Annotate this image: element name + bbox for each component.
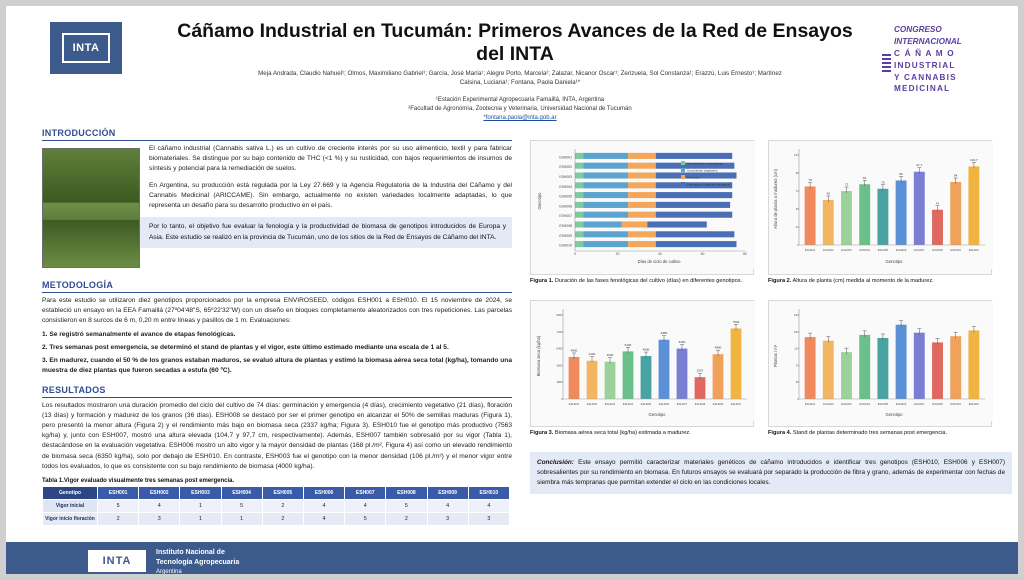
svg-text:ESH009: ESH009 bbox=[712, 401, 724, 406]
svg-text:Días de ciclo de cultivo: Días de ciclo de cultivo bbox=[637, 259, 681, 264]
svg-text:ESH004: ESH004 bbox=[859, 248, 870, 252]
svg-text:ESH003: ESH003 bbox=[841, 401, 852, 406]
table-cell: 2 bbox=[386, 513, 427, 526]
svg-text:47: 47 bbox=[935, 201, 940, 206]
svg-text:ESH005: ESH005 bbox=[877, 248, 889, 252]
svg-text:ESH007: ESH007 bbox=[914, 401, 925, 406]
intro-paragraph-2: En Argentina, su producción está regulada por la Ley 27.669 y la Agencia Regulatoria de la Industria del Cáñamo y del Cannabis Medicinal (ARICCAME). Sin embargo, actualmente no existen variedades localmente adaptadas, lo que representa un desafío para su desarrollo productivo en el país. bbox=[149, 181, 512, 210]
contact-email[interactable]: *fontana.paola@inta.gob.ar bbox=[483, 115, 557, 121]
table-cell: 3 bbox=[427, 513, 468, 526]
svg-text:3600: 3600 bbox=[556, 363, 563, 368]
table-row bbox=[43, 500, 510, 513]
svg-text:0: 0 bbox=[797, 243, 799, 247]
footer-inta-logo: INTA bbox=[88, 550, 146, 572]
inta-logo bbox=[50, 22, 122, 74]
figure-3-label: Figura 3. bbox=[530, 429, 554, 436]
affiliation-2: ²Facultad de Agronomía, Zootecnia y Veterinaria, Universidad Nacional de Tucumán bbox=[408, 106, 632, 112]
table-body bbox=[43, 500, 510, 526]
svg-text:0: 0 bbox=[561, 396, 563, 401]
method-item-3: 3. En madurez, cuando el 50 % de los granos estaban maduros, se evaluó altura de plantas y estimó la biomasa aérea seca total (kg/ha), tomando una muestra de diez plantas que fueron secadas a estufa (60 ºC). bbox=[42, 357, 512, 375]
svg-text:84: 84 bbox=[954, 173, 958, 178]
figure-4-label: Figura 4. bbox=[768, 429, 792, 436]
svg-text:60: 60 bbox=[826, 191, 830, 196]
figure-1-svg bbox=[531, 141, 755, 269]
figure-4-caption bbox=[768, 430, 992, 438]
svg-text:ESH009: ESH009 bbox=[950, 248, 961, 252]
figure-2-container bbox=[768, 140, 992, 286]
svg-text:Genotipo: Genotipo bbox=[648, 411, 666, 417]
svg-text:0: 0 bbox=[797, 396, 799, 401]
svg-text:7563: 7563 bbox=[732, 319, 740, 324]
poster-header bbox=[0, 0, 1024, 121]
figure-3-text: Biomasa aérea seca total (kg/ha) estimada a madurez. bbox=[553, 429, 691, 436]
results-paragraph: Los resultados mostraron una duración promedio del ciclo del cultivo de 74 días: germinación y emergencia (4 días), crecimiento vegetativo (21 días), floración (13 días) y formación y madurez de los granos (36 días). ESH008 se destacó por ser el primer genotipo en alcanzar el 50% de semillas maduras (Figura 1), pero presentó la menor altura (Figura 2) y el rendimiento más bajo en biomasa seca (2337 kg/ha; Figura 3). ESH010 fue el genotipo más productivo (7563 kg/ha) y, junto con ESH007, mostró una altura elevada (104,7 y 97,7 cm, respectivamente). Además, ESH007 también sobresalió por su vigor (Tabla 1), destacándose en la evaluación vegetativa. ESH006 mostró un alto vigor y la mayor densidad de plantas (168 pl./m², Figura 4) así como un elevado rendimiento de biomasa seca (6350 kg/ha), solo por debajo de ESH010. En contraste, ESH003 fue el genotipo con la menor densidad (106 pl./m²) y el menor vigor entre todos los evaluados, lo que es consistente con su bajo rendimiento de biomasa (4000 kg/ha). bbox=[42, 401, 512, 470]
table-row-header: Vigor inicio floración bbox=[43, 513, 98, 526]
svg-text:ESH007: ESH007 bbox=[559, 214, 572, 219]
svg-text:ESH001: ESH001 bbox=[804, 248, 816, 252]
svg-text:60: 60 bbox=[700, 252, 705, 256]
svg-text:Genotipo: Genotipo bbox=[885, 259, 903, 264]
svg-text:152: 152 bbox=[793, 329, 799, 334]
svg-text:72: 72 bbox=[795, 189, 799, 193]
conclusion-text: Este ensayo permitió caracterizar materiales genéticos de cáñamo introducidos e identificar tres genotipos (ESH010, ESH006 y ESH007) sobresalientes por su rendimiento en biomasa. En futuros ensayos se evaluará por separado la producción de fibra y grano, además de experimentar con fechas de siembra más tempranas que permitan extender el ciclo en las condiciones locales. bbox=[537, 459, 1005, 486]
table-col-header: ESH010 bbox=[468, 487, 509, 500]
figure-1-text: Duración de las fases fenológicas del cultivo (días) en diferentes genotipos. bbox=[553, 278, 743, 284]
svg-text:ESH001: ESH001 bbox=[568, 401, 580, 406]
table-cell: 4 bbox=[468, 500, 509, 513]
svg-text:ESH005: ESH005 bbox=[640, 401, 652, 406]
table-cell: 4 bbox=[139, 500, 180, 513]
section-heading-methodology: METODOLOGÍA bbox=[42, 280, 512, 293]
svg-text:ESH008: ESH008 bbox=[694, 401, 706, 406]
table-col-header: ESH007 bbox=[345, 487, 386, 500]
svg-text:6350: 6350 bbox=[660, 331, 668, 336]
svg-text:9000: 9000 bbox=[556, 312, 563, 317]
svg-text:ESH005: ESH005 bbox=[877, 401, 889, 406]
conclusion-box bbox=[530, 452, 1012, 494]
affiliations bbox=[250, 96, 790, 123]
svg-text:ESH009: ESH009 bbox=[559, 233, 572, 238]
svg-text:104.7: 104.7 bbox=[970, 157, 978, 162]
table-cell: 1 bbox=[180, 513, 221, 526]
svg-text:ESH002: ESH002 bbox=[559, 165, 572, 170]
svg-text:78: 78 bbox=[808, 178, 812, 182]
figure-3-container bbox=[530, 300, 754, 438]
svg-text:ESH010: ESH010 bbox=[730, 401, 742, 406]
svg-text:ESH006: ESH006 bbox=[895, 401, 907, 406]
figure-3-caption bbox=[530, 430, 754, 438]
figure-2-plot bbox=[768, 140, 992, 275]
table-col-header: ESH009 bbox=[427, 487, 468, 500]
figure-4-svg bbox=[769, 301, 993, 421]
table-cell: 5 bbox=[386, 500, 427, 513]
figure-2-svg bbox=[769, 141, 993, 269]
methodology-block bbox=[42, 296, 512, 377]
svg-text:ESH010: ESH010 bbox=[559, 243, 572, 248]
hemp-field-photo bbox=[42, 148, 140, 268]
section-heading-introduction: INTRODUCCIÓN bbox=[42, 128, 512, 141]
footer-line-1: Instituto Nacional de bbox=[156, 549, 225, 556]
table-row-header: Vigor inicial bbox=[43, 500, 98, 513]
svg-text:ESH006: ESH006 bbox=[895, 248, 907, 252]
svg-text:114: 114 bbox=[794, 346, 799, 351]
svg-text:4100: 4100 bbox=[588, 352, 596, 357]
footer-line-2: Tecnología Agropecuaria bbox=[156, 559, 240, 567]
svg-text:ESH010: ESH010 bbox=[968, 248, 980, 252]
svg-text:ESH007: ESH007 bbox=[676, 401, 688, 406]
svg-text:48: 48 bbox=[795, 207, 799, 211]
table-cell: 4 bbox=[345, 500, 386, 513]
table-col-header: ESH005 bbox=[262, 487, 303, 500]
section-heading-results: RESULTADOS bbox=[42, 385, 512, 398]
svg-text:38: 38 bbox=[795, 380, 799, 385]
congress-line-4: INDUSTRIAL bbox=[894, 60, 956, 70]
congress-line-5: Y CANNABIS bbox=[894, 72, 957, 82]
svg-text:5100: 5100 bbox=[624, 342, 632, 347]
svg-text:Germinación y emergencia: Germinación y emergencia bbox=[687, 161, 723, 166]
figure-2-label: Figura 2. bbox=[768, 278, 792, 284]
svg-text:ESH001: ESH001 bbox=[559, 155, 572, 160]
svg-text:4500: 4500 bbox=[570, 348, 578, 353]
svg-text:4600: 4600 bbox=[642, 347, 650, 352]
figure-1-caption bbox=[530, 278, 754, 286]
svg-text:4000: 4000 bbox=[606, 352, 614, 357]
affiliation-1: ¹Estación Experimental Agropecuaria Famaillá, INTA, Argentina bbox=[435, 97, 605, 103]
table-col-header: ESH001 bbox=[98, 487, 139, 500]
table-cell: 5 bbox=[345, 513, 386, 526]
svg-text:ESH009: ESH009 bbox=[950, 401, 961, 406]
svg-text:Genotipo: Genotipo bbox=[537, 192, 542, 210]
table-header-row bbox=[43, 487, 510, 500]
figure-3-plot bbox=[530, 300, 754, 427]
table-col-header: ESH008 bbox=[386, 487, 427, 500]
figure-1-plot bbox=[530, 140, 754, 275]
svg-text:ESH002: ESH002 bbox=[823, 248, 834, 252]
svg-text:120: 120 bbox=[793, 153, 799, 157]
svg-text:76: 76 bbox=[795, 363, 799, 368]
svg-text:ESH003: ESH003 bbox=[841, 248, 852, 252]
congress-line-3: C Á Ñ A M O bbox=[894, 48, 955, 58]
svg-text:190: 190 bbox=[793, 312, 799, 317]
table-col-header: Genotipo bbox=[43, 487, 98, 500]
svg-text:ESH007: ESH007 bbox=[914, 248, 925, 252]
table-cell: 5 bbox=[98, 500, 139, 513]
svg-text:1800: 1800 bbox=[556, 380, 563, 385]
footer-line-3: Argentina bbox=[156, 569, 182, 576]
congress-logo bbox=[894, 24, 1006, 95]
svg-text:ESH001: ESH001 bbox=[804, 401, 816, 406]
svg-text:72: 72 bbox=[844, 182, 849, 187]
svg-text:7200: 7200 bbox=[556, 329, 563, 334]
table-col-header: ESH006 bbox=[303, 487, 344, 500]
svg-text:ESH005: ESH005 bbox=[559, 194, 572, 199]
right-column bbox=[530, 140, 1000, 438]
svg-text:75: 75 bbox=[881, 180, 885, 185]
figure-3-svg bbox=[531, 301, 755, 421]
svg-text:Crecimiento vegetativo: Crecimiento vegetativo bbox=[687, 168, 718, 173]
method-item-2: 2. Tres semanas post emergencia, se determinó el stand de plantas y el vigor, este último estimado mediante una escala de 1 al 5. bbox=[42, 343, 449, 351]
svg-text:Plantas / m²: Plantas / m² bbox=[773, 344, 778, 367]
footer-text bbox=[156, 548, 239, 577]
method-item-1: 1. Se registró semanalmente el avance de etapas fenológicas. bbox=[42, 330, 236, 338]
inta-logo-text: INTA bbox=[62, 33, 110, 63]
figure-1-label: Figura 1. bbox=[530, 278, 554, 284]
table-cell: 4 bbox=[303, 500, 344, 513]
table-col-header: ESH002 bbox=[139, 487, 180, 500]
svg-text:Genotipo: Genotipo bbox=[885, 411, 903, 417]
figure-2-text: Altura de planta (cm) medida al momento de la madurez. bbox=[791, 278, 934, 284]
table1-caption: Tabla 1.Vigor evaluado visualmente tres semanas post emergencia. bbox=[42, 478, 235, 485]
svg-text:5400: 5400 bbox=[556, 346, 563, 351]
page-title: Cáñamo Industrial en Tucumán: Primeros Avances de la Red de Ensayos del INTA bbox=[177, 20, 853, 66]
table-cell: 2 bbox=[98, 513, 139, 526]
congress-line-1: CONGRESO bbox=[894, 25, 942, 34]
table-cell: 2 bbox=[262, 500, 303, 513]
svg-text:24: 24 bbox=[795, 225, 799, 229]
poster-footer bbox=[0, 542, 1024, 580]
vigor-table bbox=[42, 486, 510, 526]
svg-text:ESH004: ESH004 bbox=[622, 401, 634, 406]
objective-box: Por lo tanto, el objetivo fue evaluar la fenología y la productividad de biomasa de genotipos introducidos de Europa y Asia. Este estudio se realizó en la provincia de Tucumán, uno de los sitios de la Red de Ensayos de Cáñamo del INTA. bbox=[42, 217, 512, 247]
svg-text:ESH004: ESH004 bbox=[559, 184, 572, 189]
congress-line-6: MEDICINAL bbox=[894, 84, 951, 94]
svg-text:ESH006: ESH006 bbox=[559, 204, 572, 209]
left-column bbox=[42, 128, 512, 526]
table-cell: 3 bbox=[468, 513, 509, 526]
svg-text:ESH008: ESH008 bbox=[932, 248, 943, 252]
svg-text:0: 0 bbox=[574, 252, 576, 256]
congress-bars-icon bbox=[882, 54, 891, 74]
intro-block bbox=[42, 144, 512, 272]
svg-text:ESH002: ESH002 bbox=[823, 401, 834, 406]
table-col-header: ESH004 bbox=[221, 487, 262, 500]
figure-4-plot bbox=[768, 300, 992, 427]
svg-text:Floración: Floración bbox=[687, 175, 700, 180]
svg-text:Biomasa seca (kg/ha): Biomasa seca (kg/ha) bbox=[536, 335, 541, 377]
svg-text:20: 20 bbox=[615, 252, 620, 256]
svg-text:ESH002: ESH002 bbox=[586, 401, 598, 406]
svg-text:2337: 2337 bbox=[696, 368, 704, 373]
figure-4-container bbox=[768, 300, 992, 438]
table-cell: 1 bbox=[221, 513, 262, 526]
svg-text:ESH006: ESH006 bbox=[658, 401, 670, 406]
table-cell: 3 bbox=[139, 513, 180, 526]
svg-text:ESH010: ESH010 bbox=[968, 401, 980, 406]
table-cell: 4 bbox=[427, 500, 468, 513]
svg-text:Altura de planta a madurez (cm: Altura de planta a madurez (cm) bbox=[773, 169, 778, 229]
svg-text:4800: 4800 bbox=[714, 345, 722, 350]
svg-text:96: 96 bbox=[795, 171, 799, 175]
svg-text:ESH003: ESH003 bbox=[604, 401, 616, 406]
conclusion-title: Conclusión: bbox=[537, 459, 574, 466]
table-cell: 5 bbox=[221, 500, 262, 513]
author-list: Meja Andrada, Claudio Nahuel¹; Olmos, Maximiliano Gabriel¹; García, José María¹; Alegre Porto, Marcela²; Zalazar, Nicanor Oscar¹; Zerizuela, Sol Constanza¹; Erazzú, Luis Ernesto¹; Martínez Calsina, Luciana¹; Fontana, Paola Daniela¹* bbox=[258, 70, 782, 86]
table-cell: 1 bbox=[180, 500, 221, 513]
svg-text:5400: 5400 bbox=[678, 339, 686, 344]
svg-text:ESH008: ESH008 bbox=[932, 401, 943, 406]
congress-line-2: INTERNACIONAL bbox=[894, 36, 962, 46]
table-row bbox=[43, 513, 510, 526]
svg-text:40: 40 bbox=[658, 252, 662, 256]
svg-text:86: 86 bbox=[899, 172, 903, 176]
table-col-header: ESH003 bbox=[180, 487, 221, 500]
svg-text:Formación y madurez de granos: Formación y madurez de granos bbox=[687, 182, 731, 187]
figure-1-container bbox=[530, 140, 754, 286]
intro-paragraph-1: El cáñamo industrial (Cannabis sativa L.) es un cultivo de creciente interés por su uso alimenticio, textil y para fabricar biomateriales. Se distingue por su bajo contenido de THC (<1 %) y su rusticidad, con bajos requerimientos de insumos de síntesis y potencial para la remediación de suelos. bbox=[149, 145, 512, 173]
table-cell: 4 bbox=[303, 513, 344, 526]
svg-text:ESH003: ESH003 bbox=[559, 175, 572, 180]
svg-text:ESH004: ESH004 bbox=[859, 401, 870, 406]
svg-text:80: 80 bbox=[743, 252, 747, 256]
svg-text:81: 81 bbox=[863, 175, 867, 180]
figure-2-caption bbox=[768, 278, 992, 286]
svg-text:ESH008: ESH008 bbox=[559, 224, 572, 229]
svg-text:97.7: 97.7 bbox=[916, 163, 923, 168]
figure-4-text: Stand de plantas determinado tres semanas post emergencia. bbox=[791, 429, 948, 436]
method-paragraph-1: Para este estudio se utilizaron diez genotipos proporcionados por la empresa ENVIROSEED, códigos ESH001 a ESH010. El 15 noviembre de 2024, se estableció un ensayo en la EEA Famaillá (27º04'48"S, 65º22'32"W) con un diseño en bloques completamente aleatorizados con tres repeticiones. Las parcelas consistieron en 8 surcos de 6 m, 0,20 m entre líneas y pasillos de 1 m. Evaluaciones: bbox=[42, 297, 512, 325]
table-cell: 2 bbox=[262, 513, 303, 526]
